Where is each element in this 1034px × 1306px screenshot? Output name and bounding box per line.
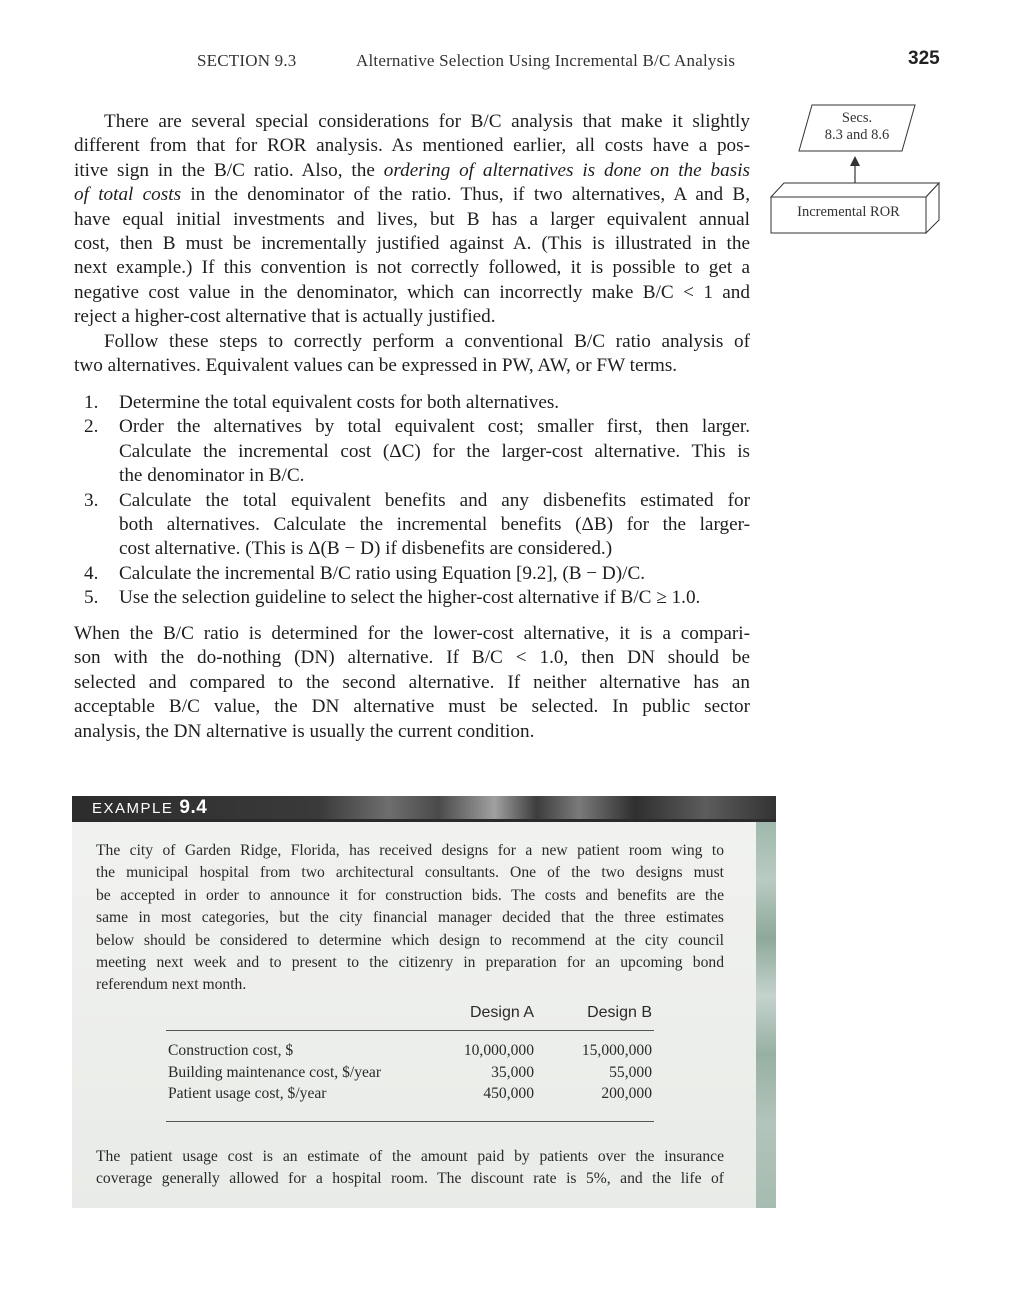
design-b-value: 200,000	[601, 1085, 652, 1102]
text-line: both alternatives. Calculate the incremental benefits (ΔB) for the larger-	[119, 513, 750, 535]
closing-paragraph	[74, 622, 750, 744]
text-line: Calculate the total equivalent benefits and any disbenefits estimated for	[119, 489, 750, 511]
list-number: 3.	[84, 489, 99, 511]
text-line: meeting next week and to present to the citizenry in preparation for an upcoming bond	[96, 953, 724, 971]
text-line: acceptable B/C value, the DN alternative must be selected. In public sector	[74, 696, 750, 718]
table-row	[166, 1064, 654, 1086]
text-line: the municipal hospital from two architectural consultants. One of the two designs must	[96, 864, 724, 882]
note-text-line: Secs.	[841, 110, 873, 126]
table-header-design-a: Design A	[469, 1004, 534, 1021]
cost-table	[166, 1004, 654, 1122]
text-line: cost, then B must be incrementally justified against A. (This is illustrated in the	[74, 232, 750, 254]
running-header-section: SECTION 9.3	[197, 51, 297, 70]
row-label: Building maintenance cost, $/year	[168, 1063, 382, 1081]
emphasis-text: ordering of alternatives is done on the basis	[383, 159, 750, 181]
text-line: The patient usage cost is an estimate of the amount paid by patients over the insurance	[96, 1148, 724, 1165]
text-line: Calculate the incremental cost (ΔC) for the larger-cost alternative. This is	[119, 440, 750, 462]
list-item	[74, 586, 750, 610]
table-row	[166, 1085, 654, 1107]
text-line: cost alternative. (This is Δ(B − D) if disbenefits are considered.)	[119, 538, 613, 560]
row-label: Construction cost, $	[168, 1042, 294, 1059]
table-header-design-b: Design B	[587, 1004, 652, 1021]
text-line: coverage generally allowed for a hospital room. The discount rate is 5%, and the life of	[96, 1170, 724, 1188]
text-line: next example.) If this convention is not correctly followed, it is possible to get a	[74, 257, 750, 279]
text-line: son with the do-nothing (DN) alternative. If B/C < 1.0, then DN should be	[74, 647, 750, 669]
text-line: Use the selection guideline to select the higher-cost alternative if B/C ≥ 1.0.	[119, 587, 701, 609]
table-header-row	[166, 1004, 654, 1030]
text-line: negative cost value in the denominator, which can incorrectly make B/C < 1 and	[74, 281, 750, 303]
steps-intro-paragraph	[74, 330, 750, 379]
example-side-stripe	[756, 822, 776, 1208]
list-number: 1.	[84, 392, 99, 413]
list-item	[74, 562, 750, 586]
list-number: 2.	[84, 416, 99, 438]
running-header-title: Alternative Selection Using Incremental B/C Analysis	[356, 51, 736, 70]
list-item	[74, 391, 750, 415]
intro-paragraph	[74, 110, 750, 330]
margin-note-ror-box	[770, 182, 940, 234]
text-line: same in most categories, but the city financial manager decided that the three estimates	[96, 909, 724, 927]
text-line: different from that for ROR analysis. As mentioned earlier, all costs have a pos-	[74, 135, 750, 157]
list-item	[74, 489, 750, 562]
text-line: reject a higher-cost alternative that is actually justified.	[74, 306, 496, 328]
list-number: 5.	[84, 587, 99, 609]
example-label: EXAMPLE	[92, 800, 174, 817]
text-line: selected and compared to the second alternative. If neither alternative has an	[74, 671, 750, 693]
example-number: 9.4	[179, 797, 208, 818]
text-line: When the B/C ratio is determined for the lower-cost alternative, it is a compari-	[74, 623, 750, 644]
text-line: The city of Garden Ridge, Florida, has received designs for a new patient room wing to	[96, 842, 724, 859]
text-line: itive sign in the B/C ratio. Also, the ordering of alternatives is done on the basis	[74, 159, 750, 181]
table-rule	[166, 1121, 654, 1122]
text-line: have equal initial investments and lives, but B has a larger equivalent annual	[74, 208, 750, 230]
text-line: Calculate the incremental B/C ratio using Equation [9.2], (B − D)/C.	[119, 562, 646, 584]
text-line: of total costs in the denominator of the ratio. Thus, if two alternatives, A and B,	[74, 184, 750, 206]
design-b-value: 15,000,000	[581, 1042, 652, 1059]
text-line: There are several special considerations for B/C analysis that make it slightly	[104, 111, 750, 132]
list-item	[74, 415, 750, 488]
emphasis-text: of total costs	[74, 184, 182, 206]
text-line: referendum next month.	[96, 976, 247, 994]
example-paragraph-continued	[96, 1146, 724, 1191]
example-paragraph	[96, 840, 724, 997]
text-line: Determine the total equivalent costs for both alternatives.	[119, 392, 560, 413]
list-number: 4.	[84, 562, 99, 584]
text-line: the denominator in B/C.	[119, 465, 305, 487]
text-line: below should be considered to determine which design to recommend at the city council	[96, 931, 724, 949]
example-heading	[92, 798, 207, 819]
design-a-value: 450,000	[483, 1085, 534, 1102]
text-line: Follow these steps to correctly perform a conventional B/C ratio analysis of	[104, 331, 750, 352]
steps-list	[74, 391, 750, 611]
note-text: Incremental ROR	[797, 204, 900, 220]
note-text-line: 8.3 and 8.6	[824, 127, 890, 143]
text-line: Order the alternatives by total equivalent cost; smaller first, then larger.	[119, 416, 750, 438]
text-line: two alternatives. Equivalent values can be expressed in PW, AW, or FW terms.	[74, 355, 678, 377]
margin-note-secs-box	[798, 104, 916, 152]
page-number: 325	[908, 48, 940, 69]
table-row	[166, 1042, 654, 1064]
design-a-value: 35,000	[491, 1063, 534, 1081]
design-a-value: 10,000,000	[463, 1042, 534, 1059]
text-line: be accepted in order to announce it for construction bids. The costs and benefits are the	[96, 886, 724, 904]
text-line: analysis, the DN alternative is usually the current condition.	[74, 720, 535, 742]
design-b-value: 55,000	[609, 1063, 652, 1081]
row-label: Patient usage cost, $/year	[168, 1085, 327, 1102]
